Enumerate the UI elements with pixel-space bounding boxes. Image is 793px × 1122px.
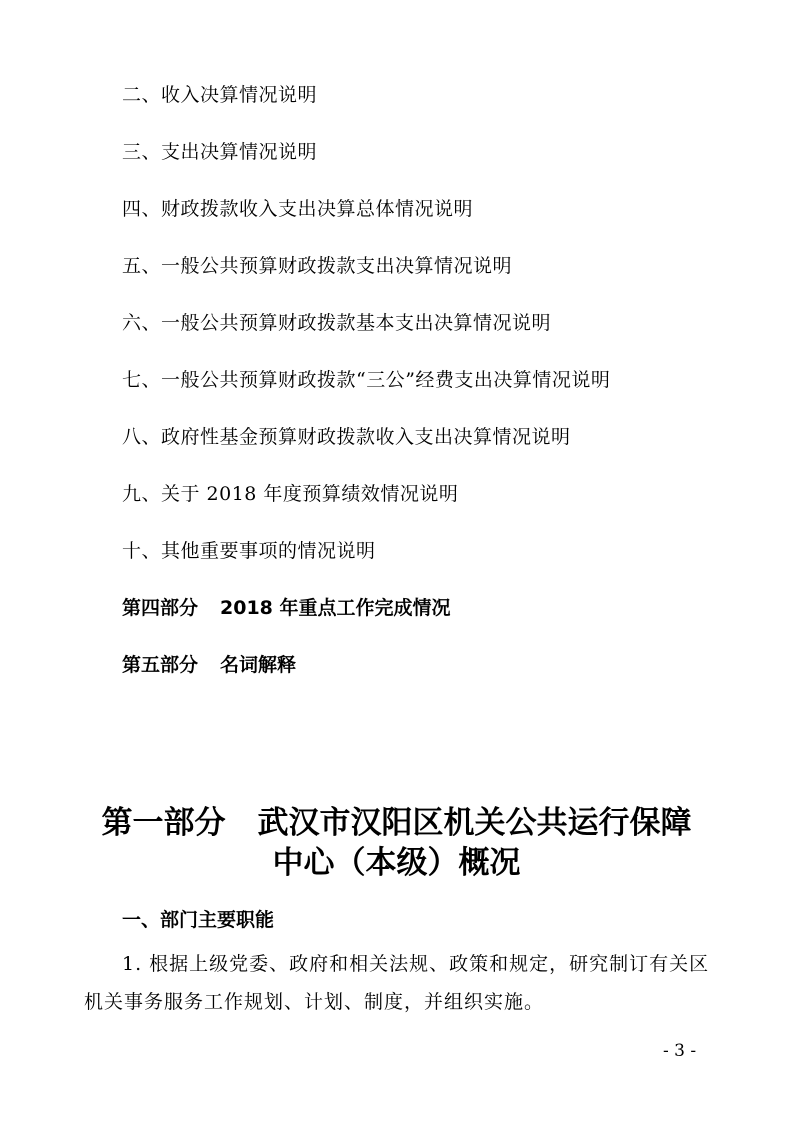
toc-item-9: 九、关于 2018 年度预算绩效情况说明 (122, 483, 459, 505)
toc-item-4: 四、财政拨款收入支出决算总体情况说明 (122, 198, 474, 220)
toc-part-4 (122, 596, 451, 620)
page-number: - 3 - (663, 1041, 697, 1061)
section-heading-line2: 中心（本级）概况 (272, 845, 521, 881)
toc-part-5-title: 名词解释 (220, 654, 297, 676)
body-paragraph: 1. 根据上级党委、政府和相关法规、政策和规定，研究制订有关区机关事务服务工作规划、计划、制度，并组织实施。 (84, 953, 710, 1013)
section-heading-part: 第一部分 (101, 805, 226, 841)
toc-part-5-label: 第五部分 (122, 654, 199, 676)
toc-item-8: 八、政府性基金预算财政拨款收入支出决算情况说明 (122, 426, 571, 448)
toc-item-5: 五、一般公共预算财政拨款支出决算情况说明 (122, 255, 513, 277)
toc-part-4-title: 2018 年重点工作完成情况 (220, 597, 451, 619)
toc-item-7: 七、一般公共预算财政拨款“三公”经费支出决算情况说明 (122, 369, 611, 391)
toc-item-3: 三、支出决算情况说明 (122, 141, 318, 163)
section-heading-title: 武汉市汉阳区机关公共运行保障 (257, 805, 692, 841)
toc-part-4-label: 第四部分 (122, 597, 199, 619)
toc-item-2: 二、收入决算情况说明 (122, 84, 318, 106)
toc-item-6: 六、一般公共预算财政拨款基本支出决算情况说明 (122, 312, 552, 334)
section-subheading: 一、部门主要职能 (122, 909, 275, 931)
section-heading-line1 (0, 803, 793, 843)
toc-item-10: 十、其他重要事项的情况说明 (122, 540, 376, 562)
toc-part-5 (122, 653, 296, 677)
